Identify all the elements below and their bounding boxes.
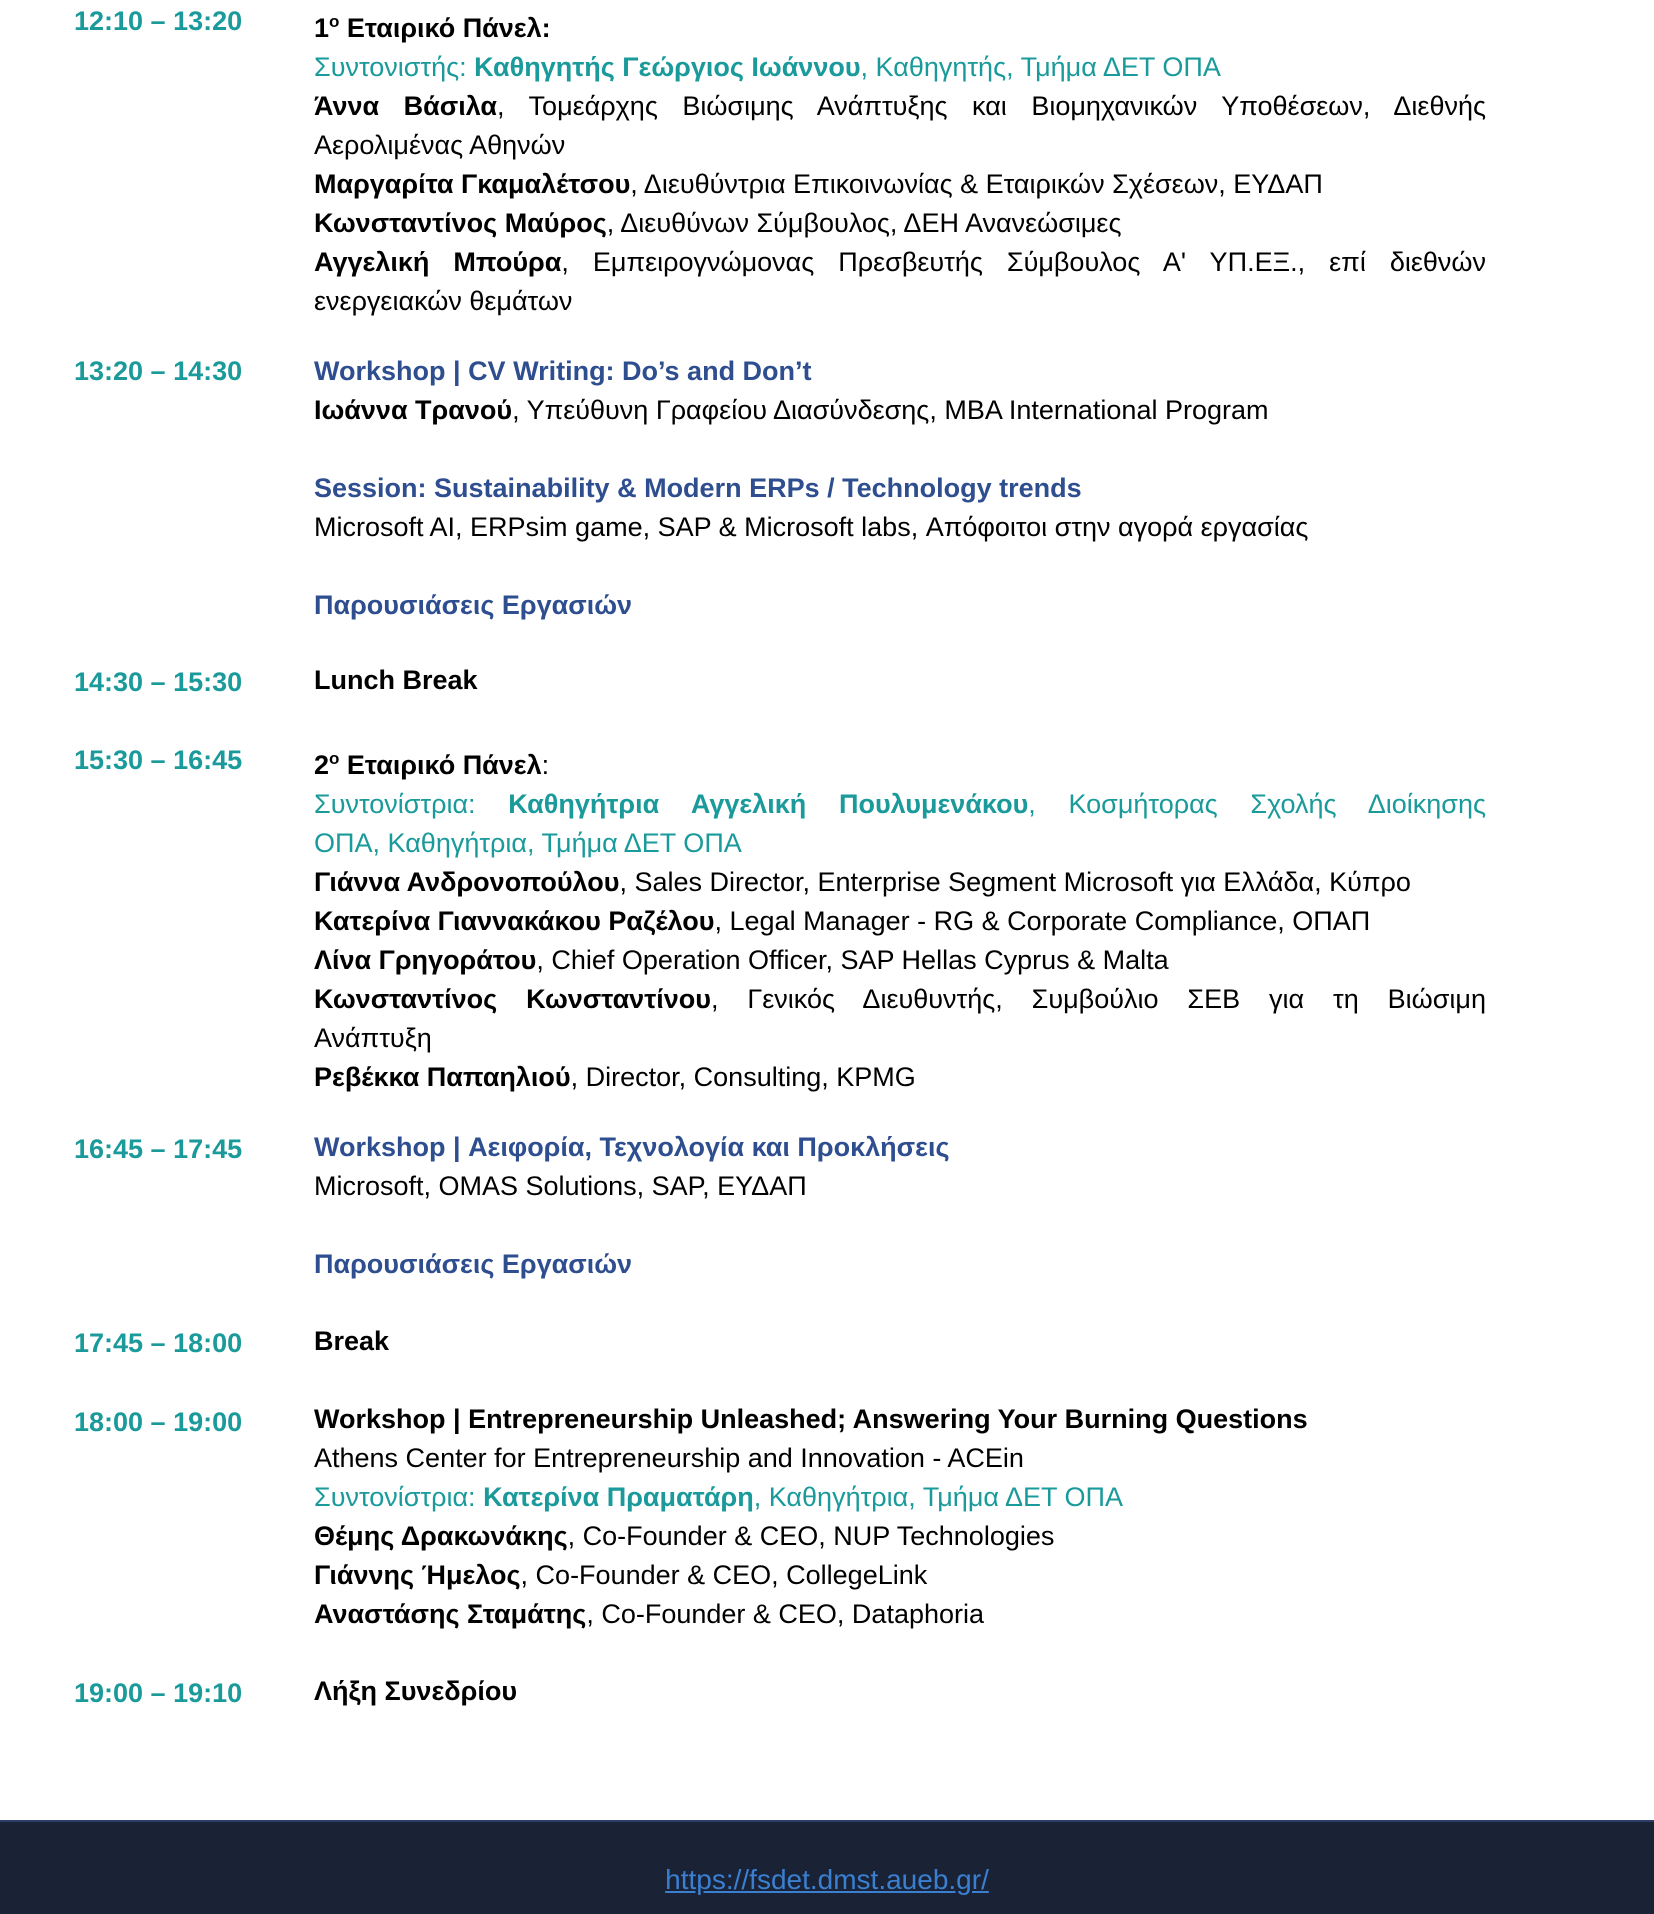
presentations-title: Παρουσιάσεις Εργασιών bbox=[314, 590, 633, 620]
speaker-line: Ρεβέκκα Παπαηλιού, Director, Consulting, KPMG bbox=[314, 1062, 916, 1092]
session-content bbox=[314, 2, 1486, 321]
speaker-line: Αναστάσης Σταμάτης, Co-Founder & CEO, Dataphoria bbox=[314, 1599, 985, 1629]
speaker-line-cont: ενεργειακών θεμάτων bbox=[314, 286, 573, 316]
footer-bar bbox=[0, 1820, 1654, 1914]
session-time: 13:20 – 14:30 bbox=[74, 356, 243, 386]
session-time: 14:30 – 15:30 bbox=[74, 667, 243, 697]
speaker-line-cont: Ανάπτυξη bbox=[314, 1023, 432, 1053]
speaker-name: Γιάννης Ήμελος bbox=[314, 1560, 521, 1590]
workshop-text: Microsoft, OMAS Solutions, SAP, ΕΥΔΑΠ bbox=[314, 1171, 807, 1201]
break-title: Lunch Break bbox=[314, 665, 478, 695]
speaker-name: Λίνα Γρηγοράτου bbox=[314, 945, 537, 975]
speaker-line: Άννα Βάσιλα, Τομεάρχης Βιώσιμης Ανάπτυξης και Βιομηχανικών Υποθέσεων, Διεθνής bbox=[314, 91, 1487, 121]
speaker-name: Μαργαρίτα Γκαμαλέτσου bbox=[314, 169, 631, 199]
speaker-line: Λίνα Γρηγοράτου, Chief Operation Officer, SAP Hellas Cyprus & Malta bbox=[314, 945, 1169, 975]
session-time: 19:00 – 19:10 bbox=[74, 1678, 243, 1708]
session-time: 15:30 – 16:45 bbox=[74, 745, 243, 775]
session-content bbox=[314, 739, 1486, 1097]
session-content bbox=[314, 1322, 1486, 1361]
speaker-line: Ιωάννα Τρανού, Υπεύθυνη Γραφείου Διασύνδεσης, MBA International Program bbox=[314, 395, 1269, 425]
session-title: Session: Sustainability & Modern ERPs / Technology trends bbox=[314, 473, 1082, 503]
session-text: Microsoft AI, ERPsim game, SAP & Microsoft labs, Απόφοιτοι στην αγορά εργασίας bbox=[314, 512, 1309, 542]
closing-title: Λήξη Συνεδρίου bbox=[314, 1676, 518, 1706]
moderator-name: Κατερίνα Πραματάρη bbox=[483, 1482, 754, 1512]
panel-title: $2^o$ Εταιρικό Πάνελ: bbox=[314, 749, 550, 780]
session-content bbox=[314, 1400, 1486, 1634]
speaker-line: Αγγελική Μπούρα, Εμπειρογνώμονας Πρεσβευτής Σύμβουλος Α' ΥΠ.ΕΞ., επί διεθνών bbox=[314, 247, 1486, 277]
session-time: 16:45 – 17:45 bbox=[74, 1134, 243, 1164]
speaker-line-cont: Αερολιμένας Αθηνών bbox=[314, 130, 566, 160]
speaker-name: Αναστάσης Σταμάτης bbox=[314, 1599, 587, 1629]
speaker-line: Κατερίνα Γιαννακάκου Ραζέλου, Legal Manager - RG & Corporate Compliance, ΟΠΑΠ bbox=[314, 906, 1371, 936]
moderator-line: Συντονιστής: Καθηγητής Γεώργιος Ιωάννου, Καθηγητής, Τμήμα ΔΕΤ ΟΠΑ bbox=[314, 52, 1221, 82]
speaker-name: Άννα Βάσιλα bbox=[314, 91, 497, 121]
speaker-name: Θέμης Δρακωνάκης bbox=[314, 1521, 568, 1551]
session-content bbox=[314, 352, 1486, 625]
spacer bbox=[314, 430, 1486, 469]
speaker-line: Κωνσταντίνος Κωνσταντίνου, Γενικός Διευθυντής, Συμβούλιο ΣΕΒ για τη Βιώσιμη bbox=[314, 984, 1486, 1014]
speaker-line: Θέμης Δρακωνάκης, Co-Founder & CEO, NUP Technologies bbox=[314, 1521, 1055, 1551]
moderator-line: Συντονίστρια: Κατερίνα Πραματάρη, Καθηγήτρια, Τμήμα ΔΕΤ ΟΠΑ bbox=[314, 1482, 1124, 1512]
speaker-line: Γιάννα Ανδρονοπούλου, Sales Director, Enterprise Segment Microsoft για Ελλάδα, Κύπρο bbox=[314, 867, 1411, 897]
session-content bbox=[314, 1128, 1486, 1284]
session-time: 17:45 – 18:00 bbox=[74, 1328, 243, 1358]
session-time: 12:10 – 13:20 bbox=[74, 6, 243, 36]
speaker-name: Κωνσταντίνος Κωνσταντίνου bbox=[314, 984, 711, 1014]
moderator-name: Καθηγητής Γεώργιος Ιωάννου bbox=[474, 52, 861, 82]
moderator-line: Συντονίστρια: Καθηγήτρια Αγγελική Πουλυμενάκου, Κοσμήτορας Σχολής Διοίκησης bbox=[314, 789, 1486, 819]
speaker-line: Κωνσταντίνος Μαύρος, Διευθύνων Σύμβουλος, ΔΕΗ Ανανεώσιμες bbox=[314, 208, 1122, 238]
presentations-title: Παρουσιάσεις Εργασιών bbox=[314, 1249, 633, 1279]
speaker-name: Γιάννα Ανδρονοπούλου bbox=[314, 867, 620, 897]
workshop-title: Workshop | Entrepreneurship Unleashed; Answering Your Burning Questions bbox=[314, 1404, 1308, 1434]
session-time: 18:00 – 19:00 bbox=[74, 1407, 243, 1437]
panel-title: $1^o$ Εταιρικό Πάνελ: bbox=[314, 12, 551, 43]
moderator-name: Καθηγήτρια Αγγελική Πουλυμενάκου bbox=[508, 789, 1029, 819]
speaker-line: Μαργαρίτα Γκαμαλέτσου, Διευθύντρια Επικοινωνίας & Εταιρικών Σχέσεων, ΕΥΔΑΠ bbox=[314, 169, 1323, 199]
speaker-name: Κωνσταντίνος Μαύρος bbox=[314, 208, 607, 238]
speaker-name: Αγγελική Μπούρα bbox=[314, 247, 562, 277]
break-title: Break bbox=[314, 1326, 390, 1356]
workshop-text: Athens Center for Entrepreneurship and Innovation - ACEin bbox=[314, 1443, 1024, 1473]
speaker-name: Ρεβέκκα Παπαηλιού bbox=[314, 1062, 571, 1092]
session-content bbox=[314, 661, 1486, 700]
speaker-name: Κατερίνα Γιαννακάκου Ραζέλου bbox=[314, 906, 715, 936]
speaker-name: Ιωάννα Τρανού bbox=[314, 395, 513, 425]
moderator-line-cont: ΟΠΑ, Καθηγήτρια, Τμήμα ΔΕΤ ΟΠΑ bbox=[314, 828, 742, 858]
website-link[interactable]: https://fsdet.dmst.aueb.gr/ bbox=[665, 1864, 989, 1895]
speaker-line: Γιάννης Ήμελος, Co-Founder & CEO, CollegeLink bbox=[314, 1560, 928, 1590]
session-content bbox=[314, 1672, 1486, 1711]
workshop-title: Workshop | CV Writing: Do’s and Don’t bbox=[314, 356, 812, 386]
spacer bbox=[314, 1206, 1486, 1245]
spacer bbox=[314, 547, 1486, 586]
workshop-title: Workshop | Αειφορία, Τεχνολογία και Προκλήσεις bbox=[314, 1132, 950, 1162]
